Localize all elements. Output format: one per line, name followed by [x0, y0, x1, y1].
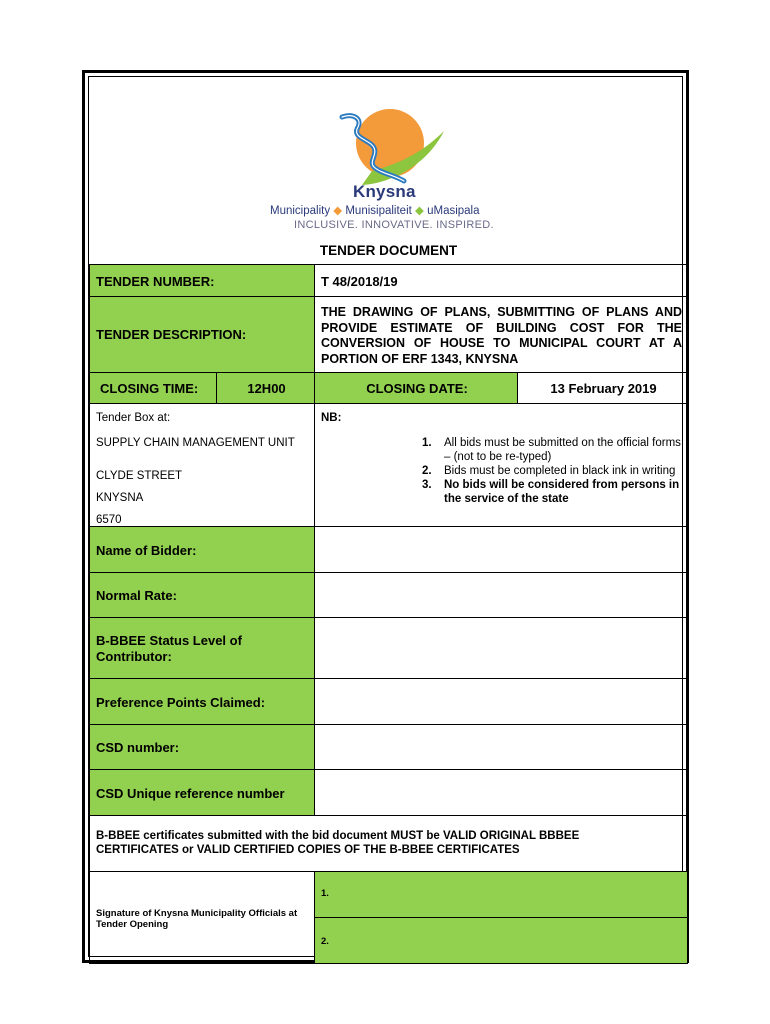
csd-number-field[interactable]	[314, 724, 688, 770]
field-label-cell	[89, 769, 315, 816]
normal-rate-label: Normal Rate:	[96, 588, 177, 603]
bbbee-status-label: B-BBEE Status Level of Contributor:	[96, 633, 242, 664]
closing-date-label: CLOSING DATE:	[366, 381, 468, 396]
logo-name: Knysna	[353, 182, 416, 201]
nb-heading: NB:	[321, 412, 342, 424]
csd-unique-reference-label: CSD Unique reference number	[96, 786, 285, 801]
closing-time-value-cell	[216, 372, 315, 404]
tender-box-address-line-4: 6570	[96, 514, 122, 526]
closing-time-value: 12H00	[247, 381, 286, 396]
closing-date-label-cell	[314, 372, 518, 404]
name-of-bidder-label: Name of Bidder:	[96, 543, 197, 558]
tender-box-heading: Tender Box at:	[96, 412, 171, 424]
signature-label: Signature of Knysna Municipality Officials at Tender Opening	[96, 908, 298, 930]
nb-item: 2. Bids must be completed in black ink in writing	[422, 465, 676, 477]
bbbee-notice-cell	[89, 815, 688, 872]
tender-number-label: TENDER NUMBER:	[96, 274, 215, 289]
knysna-logo-icon	[332, 105, 452, 187]
signature-line-2[interactable]	[314, 917, 688, 964]
closing-date-value: 13 February 2019	[550, 381, 657, 396]
logo-block	[89, 77, 688, 242]
tender-box-address-line-1: SUPPLY CHAIN MANAGEMENT UNIT	[96, 437, 295, 449]
preference-points-field[interactable]	[314, 678, 688, 725]
field-label-cell	[89, 572, 315, 618]
name-of-bidder-field[interactable]	[314, 526, 688, 573]
field-label-cell	[89, 526, 315, 573]
tender-number-label-cell	[89, 264, 315, 297]
logo-subtitle: Municipality ◆ Munisipaliteit ◆ uMasipala	[270, 205, 480, 217]
nb-item: 3. No bids will be considered from persons in the service of the state	[422, 479, 680, 505]
signature-label-cell	[89, 871, 315, 964]
signature-line-2-number: 2.	[321, 936, 329, 947]
tender-box-cell	[89, 403, 315, 527]
tender-number-value-cell	[314, 264, 688, 297]
logo-tagline: INCLUSIVE. INNOVATIVE. INSPIRED.	[294, 219, 494, 231]
tender-number-value: T 48/2018/19	[321, 274, 398, 289]
tender-box-address-line-3: KNYSNA	[96, 492, 144, 504]
nb-list	[422, 436, 682, 506]
field-label-cell	[89, 617, 315, 679]
tender-description-value-cell	[314, 296, 688, 373]
preference-points-label: Preference Points Claimed:	[96, 695, 266, 710]
document-inner-border	[88, 76, 683, 957]
field-label-cell	[89, 678, 315, 725]
nb-cell	[314, 403, 688, 527]
signature-line-1[interactable]	[314, 871, 688, 918]
closing-time-label-cell	[89, 372, 217, 404]
bbbee-notice: B-BBEE certificates submitted with the bid document MUST be VALID ORIGINAL BBBEE CERTIFICATES or VALID CERTIFIED COPIES OF THE B-BBEE CERTIFICATES	[96, 830, 580, 856]
normal-rate-field[interactable]	[314, 572, 688, 618]
csd-unique-reference-field[interactable]	[314, 769, 688, 816]
nb-item: 1. All bids must be submitted on the official forms – (not to be re-typed)	[422, 437, 681, 463]
tender-box-address-line-2: CLYDE STREET	[96, 470, 183, 482]
page-title: TENDER DOCUMENT	[319, 243, 458, 258]
document-frame	[82, 70, 689, 963]
tender-description-label: TENDER DESCRIPTION:	[96, 327, 247, 342]
bbbee-status-field[interactable]	[314, 617, 688, 679]
tender-description-value: THE DRAWING OF PLANS, SUBMITTING OF PLANS AND PROVIDE ESTIMATE OF BUILDING COST FOR THE CONVERSION OF HOUSE TO MUNICIPAL COURT AT A PORTION OF ERF 1343, KNYSNA	[321, 305, 682, 366]
field-label-cell	[89, 724, 315, 770]
csd-number-label: CSD number:	[96, 740, 180, 755]
signature-line-1-number: 1.	[321, 888, 329, 899]
closing-time-label: CLOSING TIME:	[100, 381, 199, 396]
closing-date-value-cell	[517, 372, 688, 404]
tender-description-label-cell	[89, 296, 315, 373]
